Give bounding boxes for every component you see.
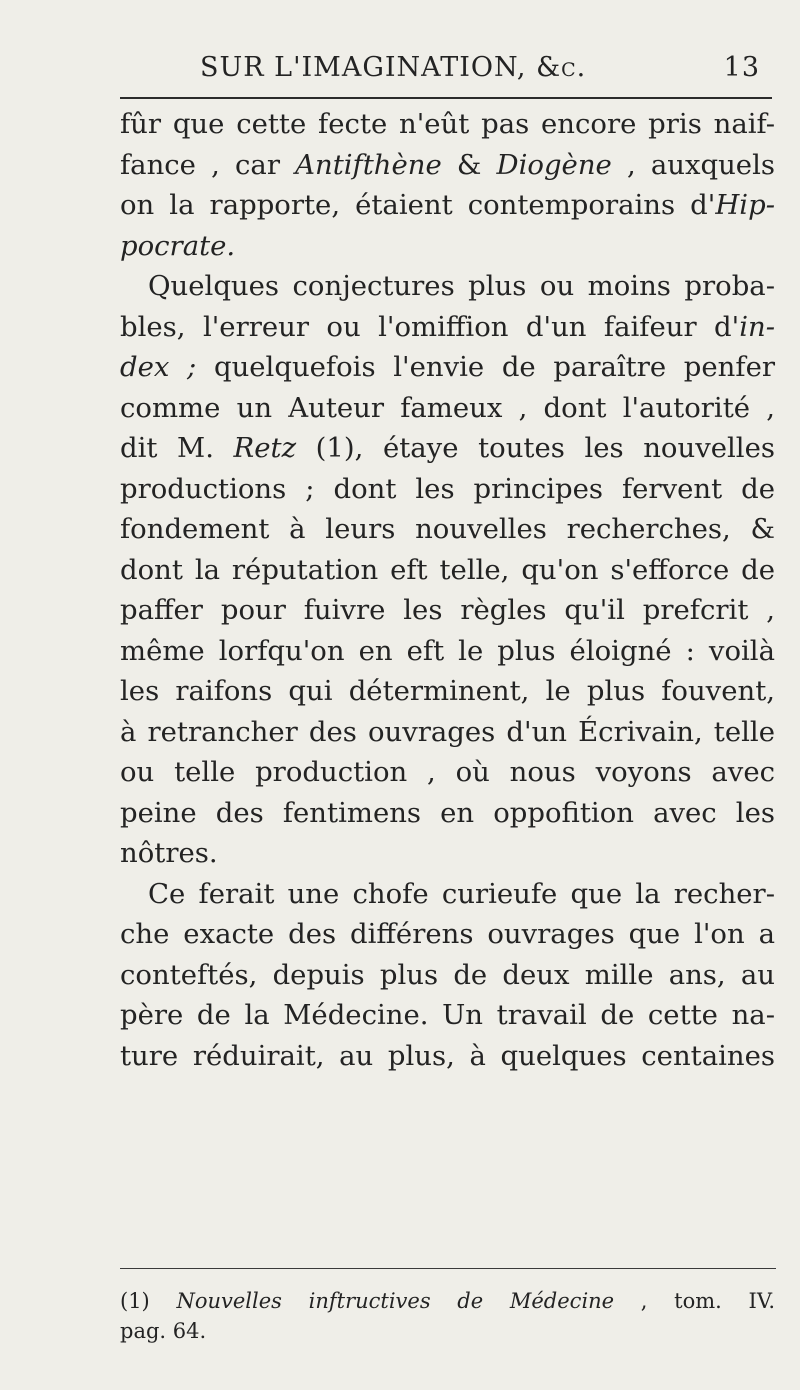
text-line [120, 833, 775, 874]
text-line-part: Ce ferait une chofe curieufe que la recher- [148, 877, 775, 910]
text-line-part: pocrate. [120, 229, 236, 262]
text-line-part: ture réduirait, au plus, à quelques centaines [120, 1039, 775, 1072]
text-line [120, 185, 775, 226]
text-line-part: peine des fentimens en oppofition avec les [120, 796, 775, 829]
text-line-part: ou telle production , où nous voyons avec [120, 756, 775, 788]
text-line-part: fance , car [120, 148, 296, 181]
text-line [120, 104, 775, 145]
text-line [120, 955, 775, 996]
text-line-part: , auxquels [611, 148, 775, 181]
text-line [120, 1036, 775, 1077]
text-line-part: dit M. [120, 432, 234, 464]
text-line-part: on la rapporte, étaient contemporains d' [120, 189, 716, 221]
header-rule [120, 97, 772, 99]
text-line-part: père de la Médecine. Un travail de cette na- [120, 999, 775, 1031]
text-line-part: quelquefois l'envie de paraître penfer [196, 351, 775, 383]
text-line-part: comme un Auteur fameux , dont l'autorité , [120, 391, 775, 424]
text-line-part: (1), étaye toutes les nouvelles [296, 432, 775, 464]
text-line [120, 752, 775, 793]
page-number: 13 [723, 52, 760, 83]
footnote-part: , tom. IV. [614, 1289, 775, 1313]
text-line [120, 550, 775, 591]
text-line-part: Diogène [496, 148, 612, 181]
text-line [120, 793, 775, 834]
text-line-part: Antifthène [295, 148, 442, 181]
footnote-line-2: pag. 64. [120, 1319, 207, 1343]
footnote-part: (1) [120, 1289, 177, 1313]
text-line-part: in- [739, 310, 775, 343]
text-line-part: fondement à leurs nouvelles recherches, & [120, 513, 775, 545]
text-line-part: dex ; [120, 351, 197, 383]
text-line [120, 307, 775, 348]
text-line-part: fûr que cette fecte n'eût pas encore pris naif- [120, 108, 775, 140]
text-line [120, 469, 775, 510]
text-line-part: productions ; dont les principes fervent de [120, 472, 775, 505]
text-line [120, 388, 775, 429]
text-line [120, 590, 775, 631]
text-line-part: dont la réputation eft telle, qu'on s'efforce de [120, 553, 775, 586]
text-line [120, 226, 775, 267]
text-line-part: paffer pour fuivre les règles qu'il prefcrit , [120, 594, 775, 626]
running-title: SUR L'IMAGINATION, &c. [200, 52, 587, 83]
text-line-part: nôtres. [120, 837, 218, 869]
footnote-line-1 [120, 1286, 775, 1316]
text-line-part: Retz [233, 432, 297, 464]
footnote-part: Nouvelles inftructives de Médecine [176, 1289, 615, 1313]
text-line [120, 712, 775, 753]
text-line [120, 428, 775, 469]
text-line-part: conteftés, depuis plus de deux mille ans, au [120, 958, 775, 991]
text-line [120, 631, 775, 672]
text-line [120, 145, 775, 186]
text-line [120, 914, 775, 955]
text-line [120, 347, 775, 388]
text-line [120, 266, 775, 307]
footnote [120, 1286, 775, 1346]
text-line-part: Hip- [715, 189, 775, 221]
footnote-rule [120, 1268, 776, 1269]
text-line-part: & [441, 148, 497, 181]
text-line [120, 671, 775, 712]
text-line-part: che exacte des différens ouvrages que l'on a [120, 918, 775, 950]
text-line-part: Quelques conjectures plus ou moins proba- [148, 270, 775, 302]
body-text [120, 104, 775, 1076]
text-line-part: bles, l'erreur ou l'omiffion d'un faifeur d' [120, 310, 740, 343]
text-line-part: même lorfqu'on en eft le plus éloigné : voilà [120, 634, 775, 667]
text-line [120, 995, 775, 1036]
text-line-part: à retrancher des ouvrages d'un Écrivain, telle [120, 715, 775, 748]
text-line-part: les raifons qui déterminent, le plus fouvent, [120, 675, 775, 707]
running-header [200, 52, 760, 96]
text-line [120, 874, 775, 915]
text-line [120, 509, 775, 550]
